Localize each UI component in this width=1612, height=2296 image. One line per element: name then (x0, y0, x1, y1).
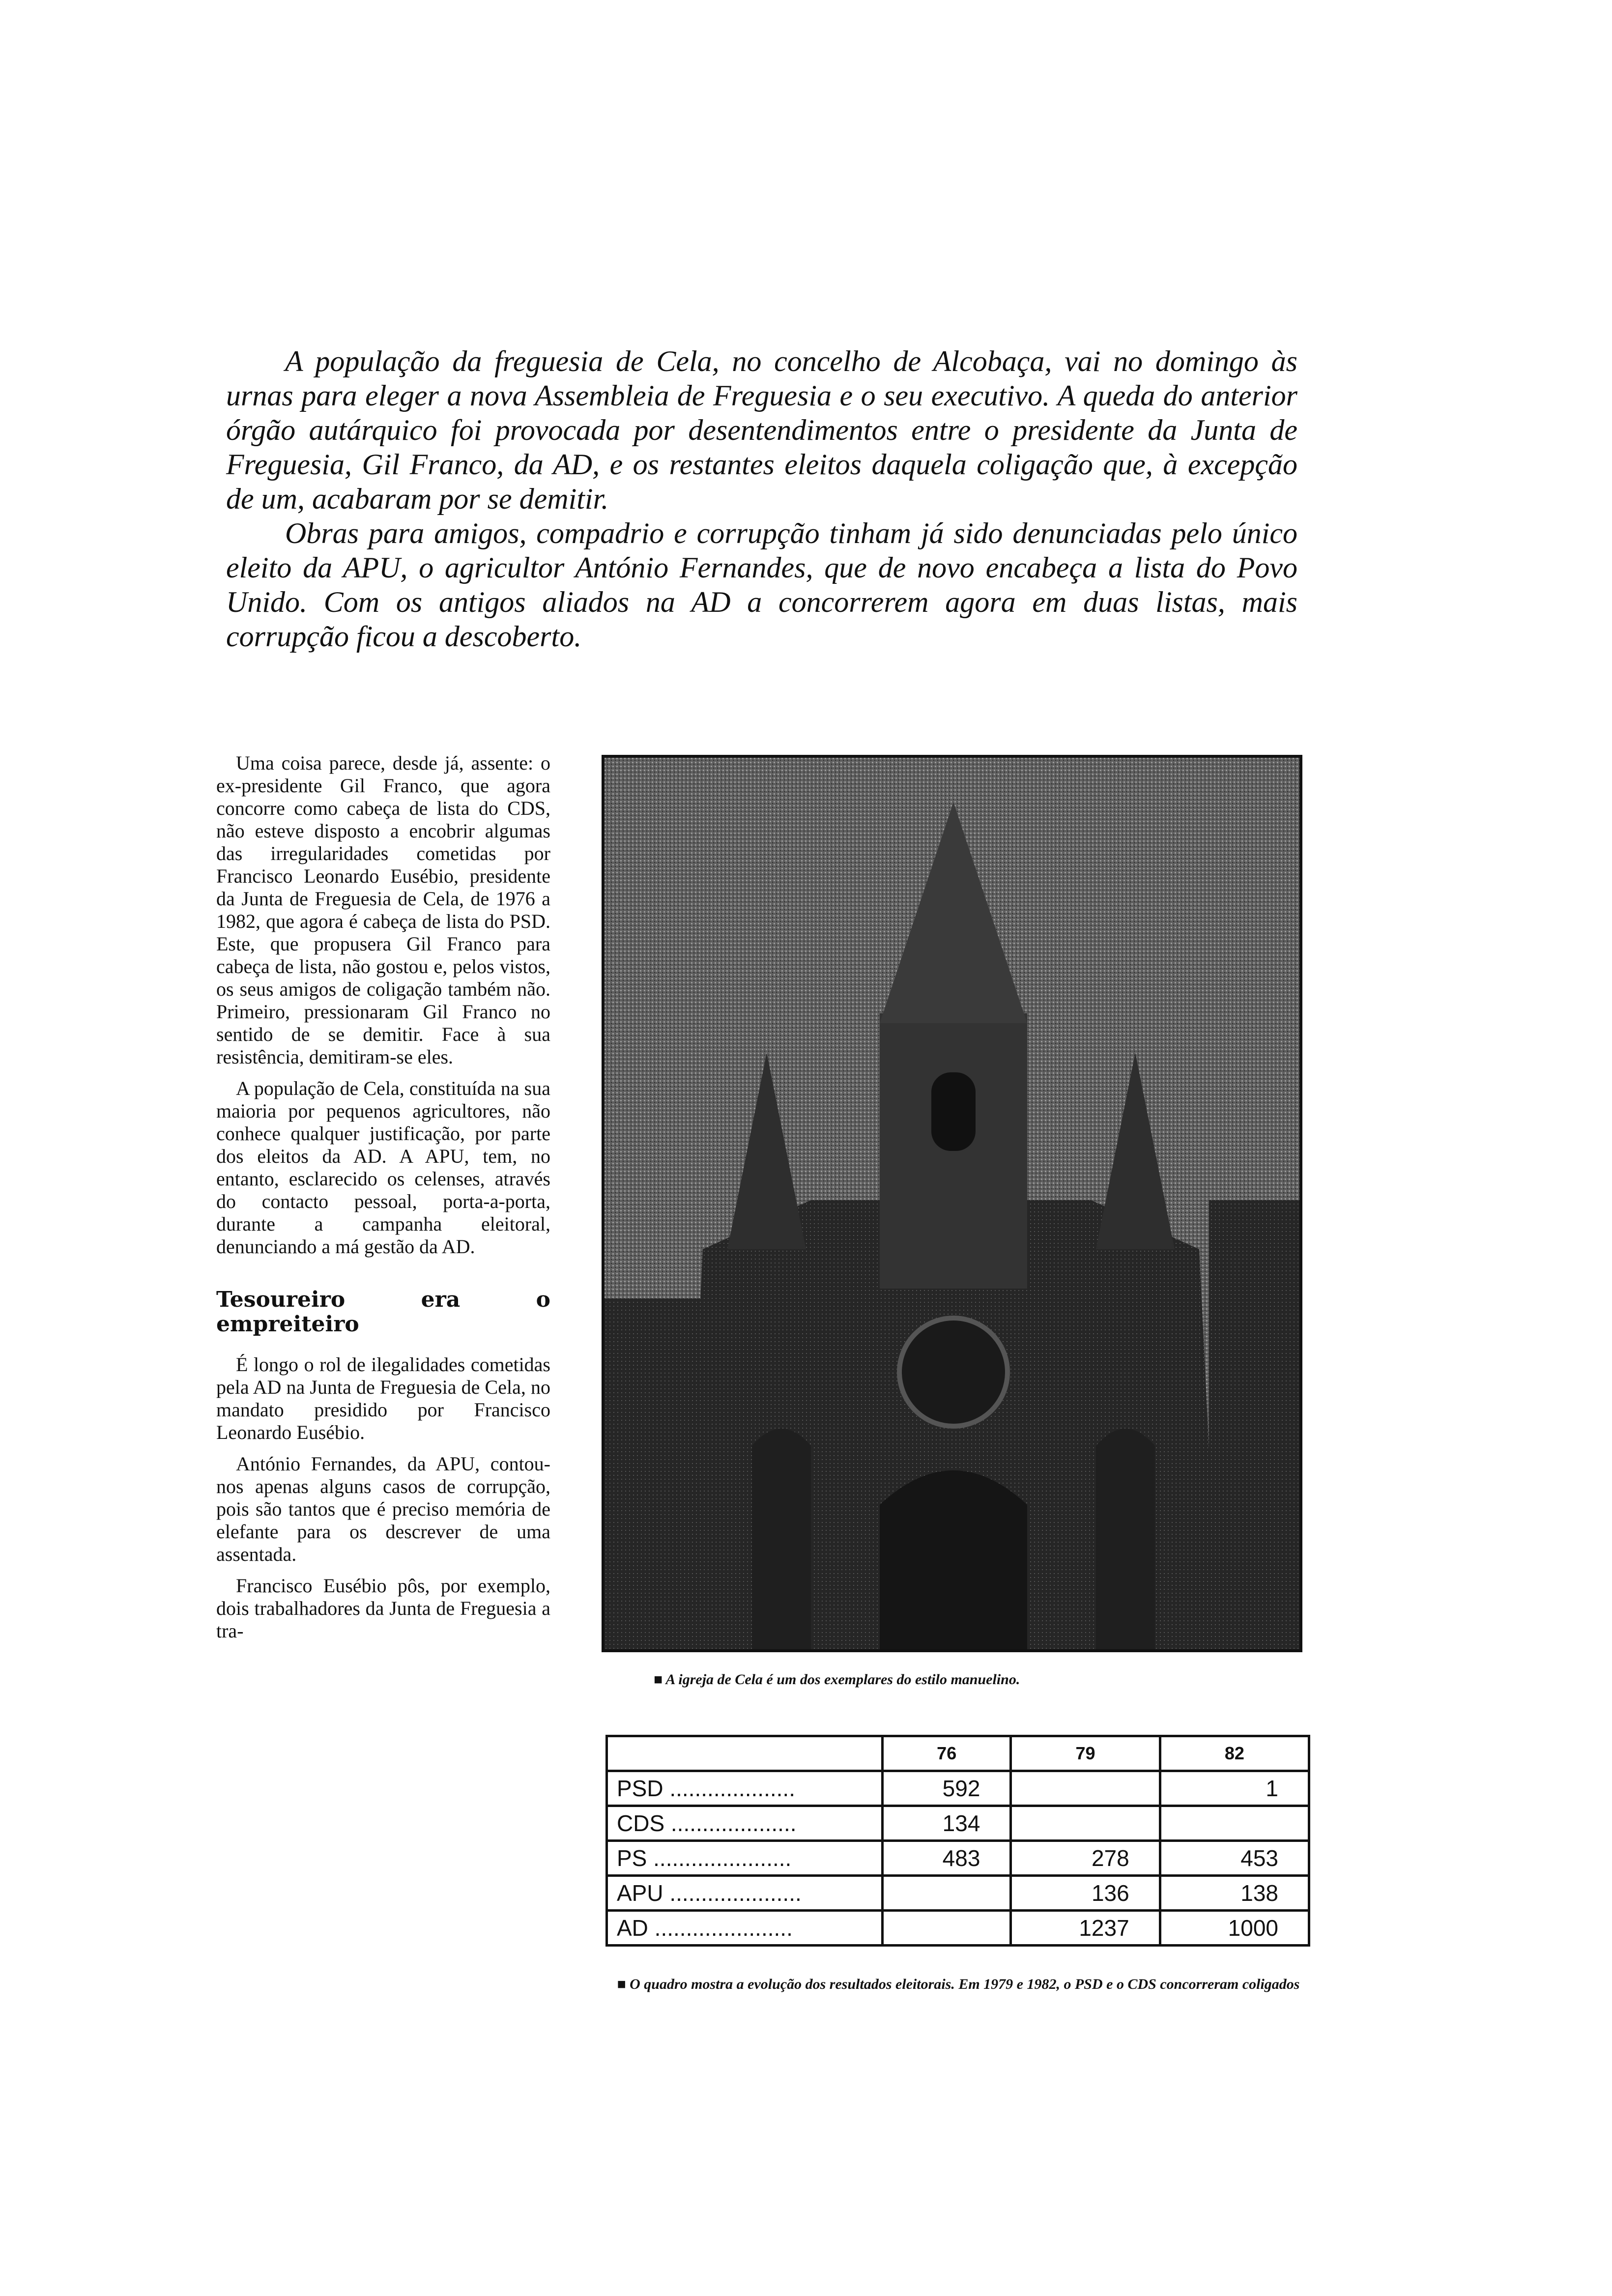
value-cell: 1 (1160, 1771, 1309, 1806)
party-cell: PSD .................... (607, 1771, 883, 1806)
table-row (607, 1806, 1309, 1841)
party-cell: AD ...................... (607, 1911, 883, 1946)
photo-caption-text: A igreja de Cela é um dos exemplares do estilo manuelino. (665, 1671, 1020, 1688)
body-paragraph-2: A população de Cela, constituída na sua maioria por pequenos agricultores, não conhece qualquer justificação, por parte dos eleitos da AD. A APU, tem, no entanto, esclarecido os celenses, através do contacto pessoal, porta-a-porta, durante a campanha eleitoral, denunciando a má gestão da AD. (216, 1077, 550, 1258)
table-header-cell: 82 (1160, 1736, 1309, 1771)
value-cell: 138 (1160, 1876, 1309, 1911)
value-cell (1160, 1806, 1309, 1841)
table-caption-text: O quadro mostra a evolução dos resultados eleitorais. Em 1979 e 1982, o PSD e o CDS concorreram coligados (630, 1976, 1300, 1992)
lead-article-intro (226, 344, 1297, 654)
value-cell: 592 (883, 1771, 1011, 1806)
party-cell: APU ..................... (607, 1876, 883, 1911)
section-heading: Tesoureiro era o empreiteiro (216, 1287, 550, 1337)
table-row (607, 1771, 1309, 1806)
table-row (607, 1841, 1309, 1876)
church-photo (602, 755, 1302, 1652)
table-header-cell (607, 1736, 883, 1771)
body-paragraph-5: Francisco Eusébio pôs, por exemplo, dois trabalhadores da Junta de Freguesia a tra- (216, 1575, 550, 1642)
table-row (607, 1876, 1309, 1911)
table-header-cell: 76 (883, 1736, 1011, 1771)
party-cell: CDS .................... (607, 1806, 883, 1841)
value-cell (883, 1876, 1011, 1911)
body-paragraph-4: António Fernandes, da APU, contou-nos apenas alguns casos de corrupção, pois são tantos que é preciso memória de elefante para os descrever de uma assentada. (216, 1453, 550, 1565)
election-results-table (605, 1735, 1310, 1947)
caption-bullet-icon: ■ (617, 1976, 626, 1992)
value-cell: 136 (1011, 1876, 1160, 1911)
lead-paragraph-2: Obras para amigos, compadrio e corrupção tinham já sido denunciadas pelo único eleito da APU, o agricultor António Fernandes, que de novo encabeça a lista do Povo Unido. Com os antigos aliados na AD a concorrerem agora em duas listas, mais corrupção ficou a descoberto. (226, 517, 1297, 653)
party-cell: PS ...................... (607, 1841, 883, 1876)
lead-paragraph-1: A população da freguesia de Cela, no concelho de Alcobaça, vai no domingo às urnas para eleger a nova Assembleia de Freguesia e o seu executivo. A queda do anterior órgão autárquico foi provocada por desentendimentos entre o presidente da Junta de Freguesia, Gil Franco, da AD, e os restantes eleitos daquela coligação que, à excepção de um, acabaram por se demitir. (226, 345, 1297, 515)
value-cell (883, 1911, 1011, 1946)
value-cell: 278 (1011, 1841, 1160, 1876)
value-cell: 483 (883, 1841, 1011, 1876)
caption-bullet-icon: ■ (654, 1671, 663, 1688)
body-paragraph-3: É longo o rol de ilegalidades cometidas pela AD na Junta de Freguesia de Cela, no mandato presidido por Francisco Leonardo Eusébio. (216, 1353, 550, 1443)
photo-caption (654, 1671, 1293, 1689)
value-cell: 134 (883, 1806, 1011, 1841)
table-header-cell: 79 (1011, 1736, 1160, 1771)
table-caption (604, 1976, 1312, 1993)
body-paragraph-1: Uma coisa parece, desde já, assente: o ex-presidente Gil Franco, que agora concorre como cabeça de lista do CDS, não esteve disposto a encobrir algumas das irregularidades cometidas por Francisco Leonardo Eusébio, presidente da Junta de Freguesia de Cela, de 1976 a 1982, que agora é cabeça de lista do PSD. Este, que propusera Gil Franco para cabeça de lista, não gostou e, pelos vistos, os seus amigos de coligação também não. Primeiro, pressionaram Gil Franco no sentido de se demitir. Face à sua resistência, demitiram-se eles. (216, 752, 550, 1068)
table-row (607, 1911, 1309, 1946)
value-cell: 1000 (1160, 1911, 1309, 1946)
value-cell: 453 (1160, 1841, 1309, 1876)
value-cell (1011, 1771, 1160, 1806)
article-body-column (216, 752, 550, 1651)
table-header-row (607, 1736, 1309, 1771)
value-cell (1011, 1806, 1160, 1841)
value-cell: 1237 (1011, 1911, 1160, 1946)
church-illustration (604, 758, 1299, 1649)
